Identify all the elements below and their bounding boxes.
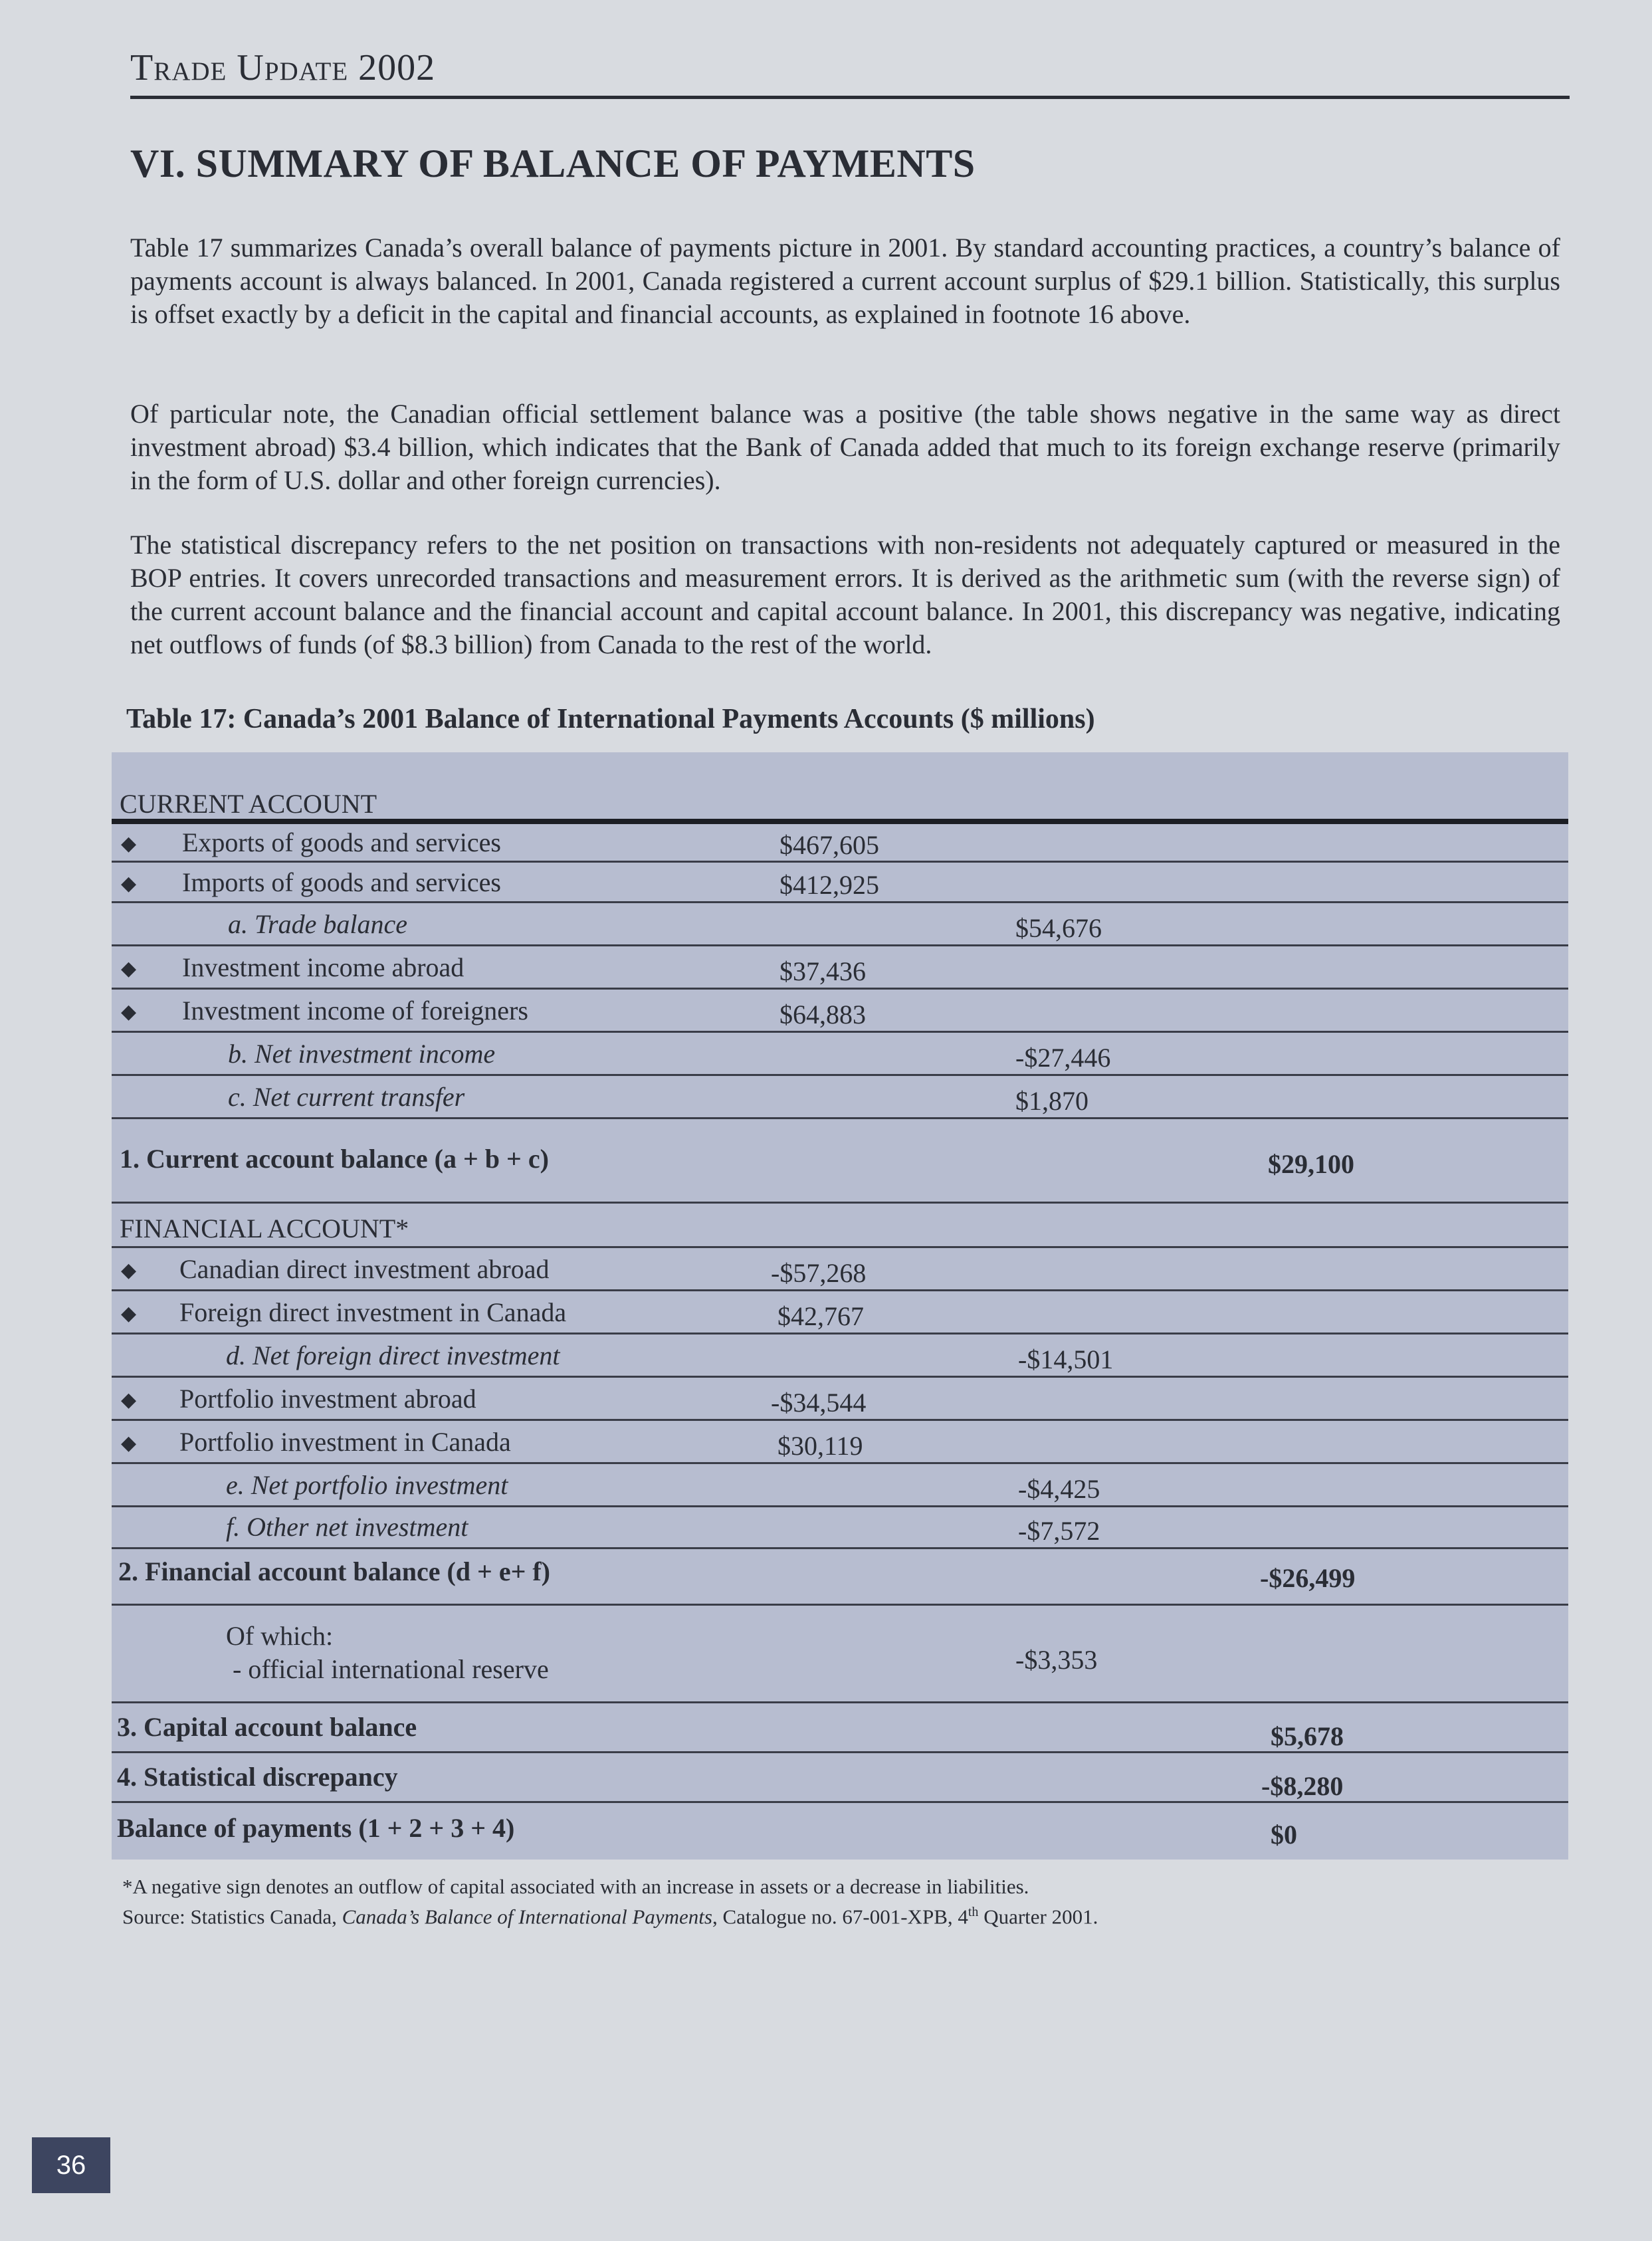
source-end: Quarter 2001. — [978, 1905, 1098, 1929]
row-label: 3. Capital account balance — [117, 1712, 417, 1742]
row-subtotal: -$4,425 — [1018, 1474, 1100, 1504]
table-row — [112, 1549, 1568, 1606]
table-row — [112, 863, 1568, 903]
diamond-bullet-icon: ◆ — [121, 1001, 137, 1023]
table-footnote — [122, 1874, 1098, 1929]
row-value: $64,883 — [779, 1000, 866, 1029]
row-value: -$34,544 — [771, 1388, 867, 1418]
table-row — [112, 1378, 1568, 1421]
row-value: $467,605 — [779, 830, 879, 860]
row-label: Balance of payments (1 + 2 + 3 + 4) — [117, 1813, 515, 1843]
source-prefix: Source: Statistics Canada, — [122, 1905, 342, 1929]
table-row — [112, 1421, 1568, 1464]
row-label: b. Net investment income — [228, 1039, 496, 1069]
row-sublabel: - official international reserve — [233, 1654, 549, 1684]
row-subtotal: $1,870 — [1015, 1086, 1088, 1116]
row-value: $37,436 — [779, 956, 866, 986]
row-total: -$26,499 — [1260, 1563, 1356, 1593]
balance-of-payments-table — [112, 752, 1568, 1860]
paragraph-3: The statistical discrepancy refers to the net position on transactions with non-residents not adequately captured or measured in the BOP entries. It covers unrecorded transactions and measurement errors. It is derived as the arithmetic sum (with the reverse sign) of the current account balance and the financial account and capital account balance. In 2001, this discrepancy was negative, indicating net outflows of funds (of $8.3 billion) from Canada to the rest of the world. — [130, 530, 1560, 659]
page-number: 36 — [32, 2137, 110, 2193]
row-subtotal: -$3,353 — [1015, 1645, 1098, 1675]
row-label: c. Net current transfer — [228, 1082, 465, 1112]
row-value: $42,767 — [777, 1301, 864, 1331]
diamond-bullet-icon: ◆ — [121, 1432, 137, 1454]
row-label: d. Net foreign direct investment — [226, 1340, 560, 1370]
row-label: Foreign direct investment in Canada — [179, 1297, 567, 1327]
row-label: Portfolio investment abroad — [179, 1384, 476, 1414]
table-row — [112, 824, 1568, 863]
table-row — [112, 1291, 1568, 1334]
table-caption: Table 17: Canada’s 2001 Balance of International Payments Accounts ($ millions) — [126, 704, 1095, 734]
table-row — [112, 1703, 1568, 1753]
paragraph-1: Table 17 summarizes Canada’s overall balance of payments picture in 2001. By standard accounting practices, a country’s balance of payments account is always balanced. In 2001, Canada registered a current account surplus of $29.1 billion. Statistically, this surplus is offset exactly by a deficit in the capital and financial accounts, as explained in footnote 16 above. — [130, 233, 1560, 329]
financial-account-heading: FINANCIAL ACCOUNT* — [120, 1214, 409, 1243]
running-title: Trade Update 2002 — [130, 47, 436, 88]
diamond-bullet-icon: ◆ — [121, 873, 137, 895]
row-label: f. Other net investment — [226, 1512, 468, 1542]
row-total: $5,678 — [1271, 1721, 1344, 1751]
source-superscript: th — [968, 1905, 979, 1919]
table-row — [112, 1753, 1568, 1803]
table-row — [112, 1204, 1568, 1248]
paragraph-2: Of particular note, the Canadian official settlement balance was a positive (the table shows negative in the same way as direct investment abroad) $3.4 billion, which indicates that the Bank of Canada added that much to its foreign exchange reserve (primarily in the form of U.S. dollar and other foreign currencies). — [130, 399, 1560, 495]
table-row — [112, 903, 1568, 946]
row-total: $29,100 — [1268, 1149, 1354, 1179]
table-row — [112, 1507, 1568, 1549]
row-label: Portfolio investment in Canada — [179, 1427, 511, 1457]
table-row — [112, 1033, 1568, 1076]
table-row — [112, 1119, 1568, 1204]
table-section-heading — [112, 752, 1568, 824]
row-subtotal: $54,676 — [1015, 913, 1102, 943]
row-value: $412,925 — [779, 870, 879, 900]
current-account-heading: CURRENT ACCOUNT — [120, 789, 377, 819]
table-row — [112, 990, 1568, 1033]
section-title: VI. SUMMARY OF BALANCE OF PAYMENTS — [130, 142, 976, 185]
row-total: -$8,280 — [1261, 1771, 1344, 1801]
diamond-bullet-icon: ◆ — [121, 1303, 137, 1325]
row-label: Canadian direct investment abroad — [179, 1254, 550, 1284]
row-subtotal: -$7,572 — [1018, 1516, 1100, 1546]
row-label: 1. Current account balance (a + b + c) — [120, 1144, 549, 1174]
row-value: $30,119 — [777, 1431, 863, 1461]
table-row — [112, 1803, 1568, 1856]
page-header — [130, 47, 1570, 99]
table-row — [112, 1076, 1568, 1119]
table-row — [112, 1334, 1568, 1378]
row-total: $0 — [1271, 1820, 1297, 1850]
row-label: Imports of goods and services — [182, 867, 501, 897]
row-label: Investment income abroad — [182, 952, 465, 982]
table-row — [112, 1464, 1568, 1507]
row-label: a. Trade balance — [228, 909, 407, 939]
footnote-source — [122, 1899, 1098, 1929]
table-row — [112, 946, 1568, 990]
row-subtotal: -$27,446 — [1015, 1043, 1111, 1073]
row-label: Exports of goods and services — [182, 827, 501, 857]
source-suffix: , Catalogue no. 67-001-XPB, 4 — [712, 1905, 968, 1929]
table-row — [112, 1248, 1568, 1291]
diamond-bullet-icon: ◆ — [121, 833, 137, 855]
row-subtotal: -$14,501 — [1018, 1344, 1114, 1374]
row-value: -$57,268 — [771, 1258, 867, 1288]
row-label: Of which: — [226, 1621, 334, 1651]
diamond-bullet-icon: ◆ — [121, 958, 137, 980]
row-label: e. Net portfolio investment — [226, 1470, 508, 1500]
diamond-bullet-icon: ◆ — [121, 1389, 137, 1411]
table-row — [112, 1606, 1568, 1703]
source-title: Canada’s Balance of International Payments — [342, 1905, 712, 1929]
row-label: 4. Statistical discrepancy — [117, 1762, 398, 1792]
diamond-bullet-icon: ◆ — [121, 1259, 137, 1281]
footnote-note: *A negative sign denotes an outflow of capital associated with an increase in assets or a decrease in liabilities. — [122, 1875, 1029, 1898]
row-label: Investment income of foreigners — [182, 996, 528, 1025]
row-label: 2. Financial account balance (d + e+ f) — [118, 1556, 550, 1586]
